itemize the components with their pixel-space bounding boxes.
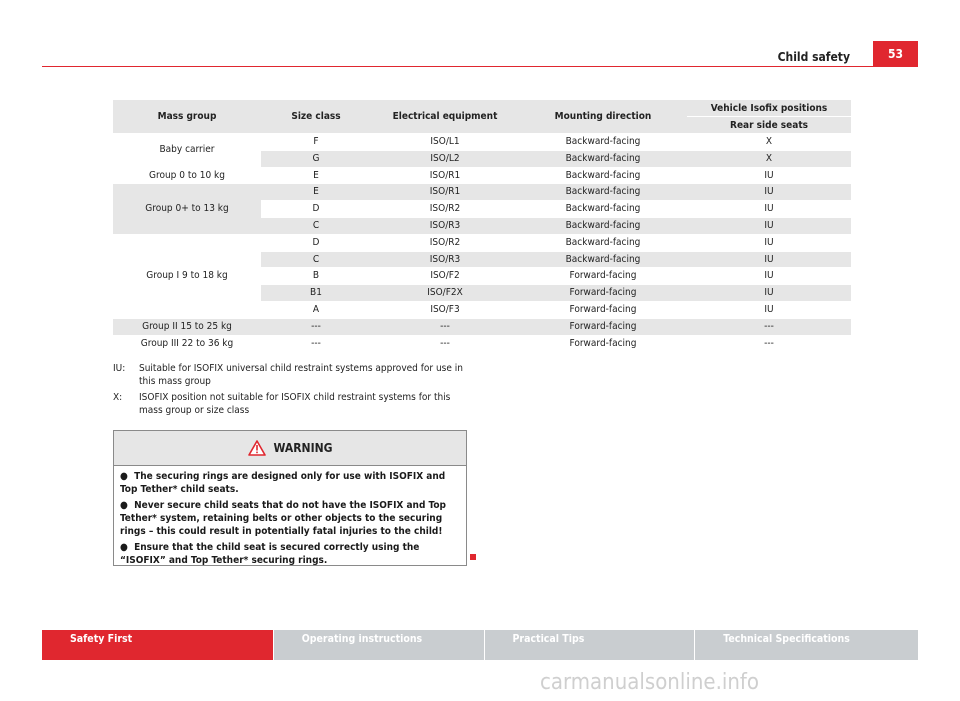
isofix-table — [113, 99, 851, 352]
warning-item-text: Ensure that the child seat is secured correctly using the “ISOFIX” and Top Tether* securing rings. — [120, 542, 420, 566]
watermark: carmanualsonline.info — [540, 670, 759, 695]
isofix-position-cell: X — [687, 151, 851, 167]
table-row — [113, 168, 851, 184]
mass-group-cell: Group 0+ to 13 kg — [113, 184, 261, 233]
note-iu — [113, 362, 468, 388]
electrical-equipment-cell: ISO/L1 — [430, 136, 460, 147]
mounting-direction-cell: Forward-facing — [569, 303, 637, 315]
bullet-icon: ● — [120, 471, 128, 482]
col-mounting-direction: Mounting direction — [519, 100, 687, 133]
table-row — [113, 134, 851, 150]
bullet-icon: ● — [120, 500, 128, 511]
warning-item — [120, 499, 460, 538]
mounting-direction-cell: Forward-facing — [519, 285, 687, 301]
note-text: Suitable for ISOFIX universal child restraint systems approved for use in this mass group — [139, 363, 463, 387]
header-rule — [42, 66, 918, 67]
note-text: ISOFIX position not suitable for ISOFIX child restraint systems for this mass group or size class — [139, 392, 451, 416]
mounting-direction-cell: Forward-facing — [569, 270, 637, 282]
electrical-equipment-cell: ISO/F2 — [430, 270, 460, 282]
note-x — [113, 391, 468, 417]
size-class-cell: F — [313, 136, 319, 147]
isofix-position-cell: --- — [764, 337, 774, 349]
electrical-equipment-cell: --- — [371, 319, 519, 335]
size-class-cell: --- — [261, 319, 371, 335]
electrical-equipment-cell: ISO/F3 — [430, 303, 460, 315]
size-class-cell: A — [312, 303, 320, 315]
isofix-position-cell: X — [765, 136, 773, 147]
isofix-table-body — [113, 134, 851, 351]
bullet-icon: ● — [120, 542, 128, 553]
table-row — [113, 235, 851, 251]
isofix-position-cell: IU — [687, 252, 851, 268]
size-class-cell: E — [313, 169, 319, 181]
isofix-position-cell: IU — [764, 169, 774, 181]
warning-triangle-icon — [248, 440, 266, 456]
size-class-cell: C — [261, 218, 371, 234]
table-row — [113, 184, 851, 200]
isofix-position-cell: IU — [764, 303, 774, 315]
warning-title: WARNING — [273, 441, 333, 455]
warning-header — [114, 431, 466, 466]
mounting-direction-cell: Backward-facing — [565, 136, 641, 147]
mounting-direction-cell: Backward-facing — [519, 252, 687, 268]
col-electrical-equipment: Electrical equipment — [371, 100, 519, 133]
mass-group-cell: Group II 15 to 25 kg — [113, 319, 261, 335]
electrical-equipment-cell: ISO/R3 — [371, 252, 519, 268]
isofix-position-cell: IU — [764, 236, 774, 248]
warning-body — [114, 466, 466, 567]
footer-tab-technical-specifications[interactable]: Technical Specifications — [695, 630, 918, 660]
isofix-position-cell: IU — [687, 218, 851, 234]
isofix-position-cell: IU — [687, 184, 851, 200]
footer-nav — [42, 630, 918, 660]
footer-tab-practical-tips[interactable]: Practical Tips — [485, 630, 695, 660]
mounting-direction-cell: Backward-facing — [565, 169, 641, 181]
mounting-direction-cell: Forward-facing — [569, 337, 637, 349]
col-mass-group: Mass group — [113, 100, 261, 133]
table-row — [113, 319, 851, 335]
warning-item-text: Never secure child seats that do not have the ISOFIX and Top Tether* system, retaining belts or other objects to the securing rings – this could result in potentially fatal injuries to the child! — [120, 500, 446, 537]
mass-group-cell: Group 0 to 10 kg — [113, 168, 261, 184]
isofix-position-cell: IU — [764, 203, 774, 215]
size-class-cell: C — [261, 252, 371, 268]
electrical-equipment-cell: ISO/F2X — [371, 285, 519, 301]
electrical-equipment-cell: ISO/R3 — [371, 218, 519, 234]
size-class-cell: D — [312, 203, 320, 215]
section-end-marker — [470, 554, 476, 560]
footer-tab-safety-first[interactable]: Safety First — [42, 630, 273, 660]
mounting-direction-cell: Backward-facing — [519, 151, 687, 167]
isofix-position-cell: --- — [687, 319, 851, 335]
legend-notes — [113, 362, 468, 420]
size-class-cell: --- — [311, 337, 321, 349]
electrical-equipment-cell: ISO/R1 — [371, 184, 519, 200]
note-key: X: — [113, 392, 123, 403]
size-class-cell: B1 — [261, 285, 371, 301]
mounting-direction-cell: Forward-facing — [519, 319, 687, 335]
page-number: 53 — [873, 41, 918, 67]
mass-group-cell: Group III 22 to 36 kg — [113, 336, 261, 352]
electrical-equipment-cell: --- — [440, 337, 450, 349]
mounting-direction-cell: Backward-facing — [565, 203, 641, 215]
mounting-direction-cell: Backward-facing — [565, 236, 641, 248]
warning-item — [120, 541, 460, 567]
footer-tab-operating-instructions[interactable]: Operating instructions — [274, 630, 484, 660]
electrical-equipment-cell: ISO/R1 — [429, 169, 461, 181]
warning-item-text: The securing rings are designed only for use with ISOFIX and Top Tether* child seats. — [120, 471, 446, 495]
size-class-cell: G — [261, 151, 371, 167]
mounting-direction-cell: Backward-facing — [519, 184, 687, 200]
isofix-position-cell: IU — [764, 270, 774, 282]
page-title: Child safety — [777, 50, 850, 64]
warning-box — [113, 430, 467, 566]
mass-group-cell: Baby carrier — [113, 134, 261, 167]
electrical-equipment-cell: ISO/L2 — [371, 151, 519, 167]
isofix-position-cell: IU — [687, 285, 851, 301]
size-class-cell: B — [312, 270, 320, 282]
note-key: IU: — [113, 363, 126, 374]
col-rear-side-seats: Rear side seats — [687, 117, 851, 133]
col-size-class: Size class — [261, 100, 371, 133]
electrical-equipment-cell: ISO/R2 — [429, 203, 461, 215]
mounting-direction-cell: Backward-facing — [519, 218, 687, 234]
warning-item — [120, 470, 460, 496]
mass-group-cell: Group I 9 to 18 kg — [113, 235, 261, 318]
table-row — [113, 336, 851, 352]
col-vehicle-isofix-positions: Vehicle Isofix positions — [687, 100, 851, 116]
size-class-cell: E — [261, 184, 371, 200]
size-class-cell: D — [312, 236, 320, 248]
electrical-equipment-cell: ISO/R2 — [429, 236, 461, 248]
